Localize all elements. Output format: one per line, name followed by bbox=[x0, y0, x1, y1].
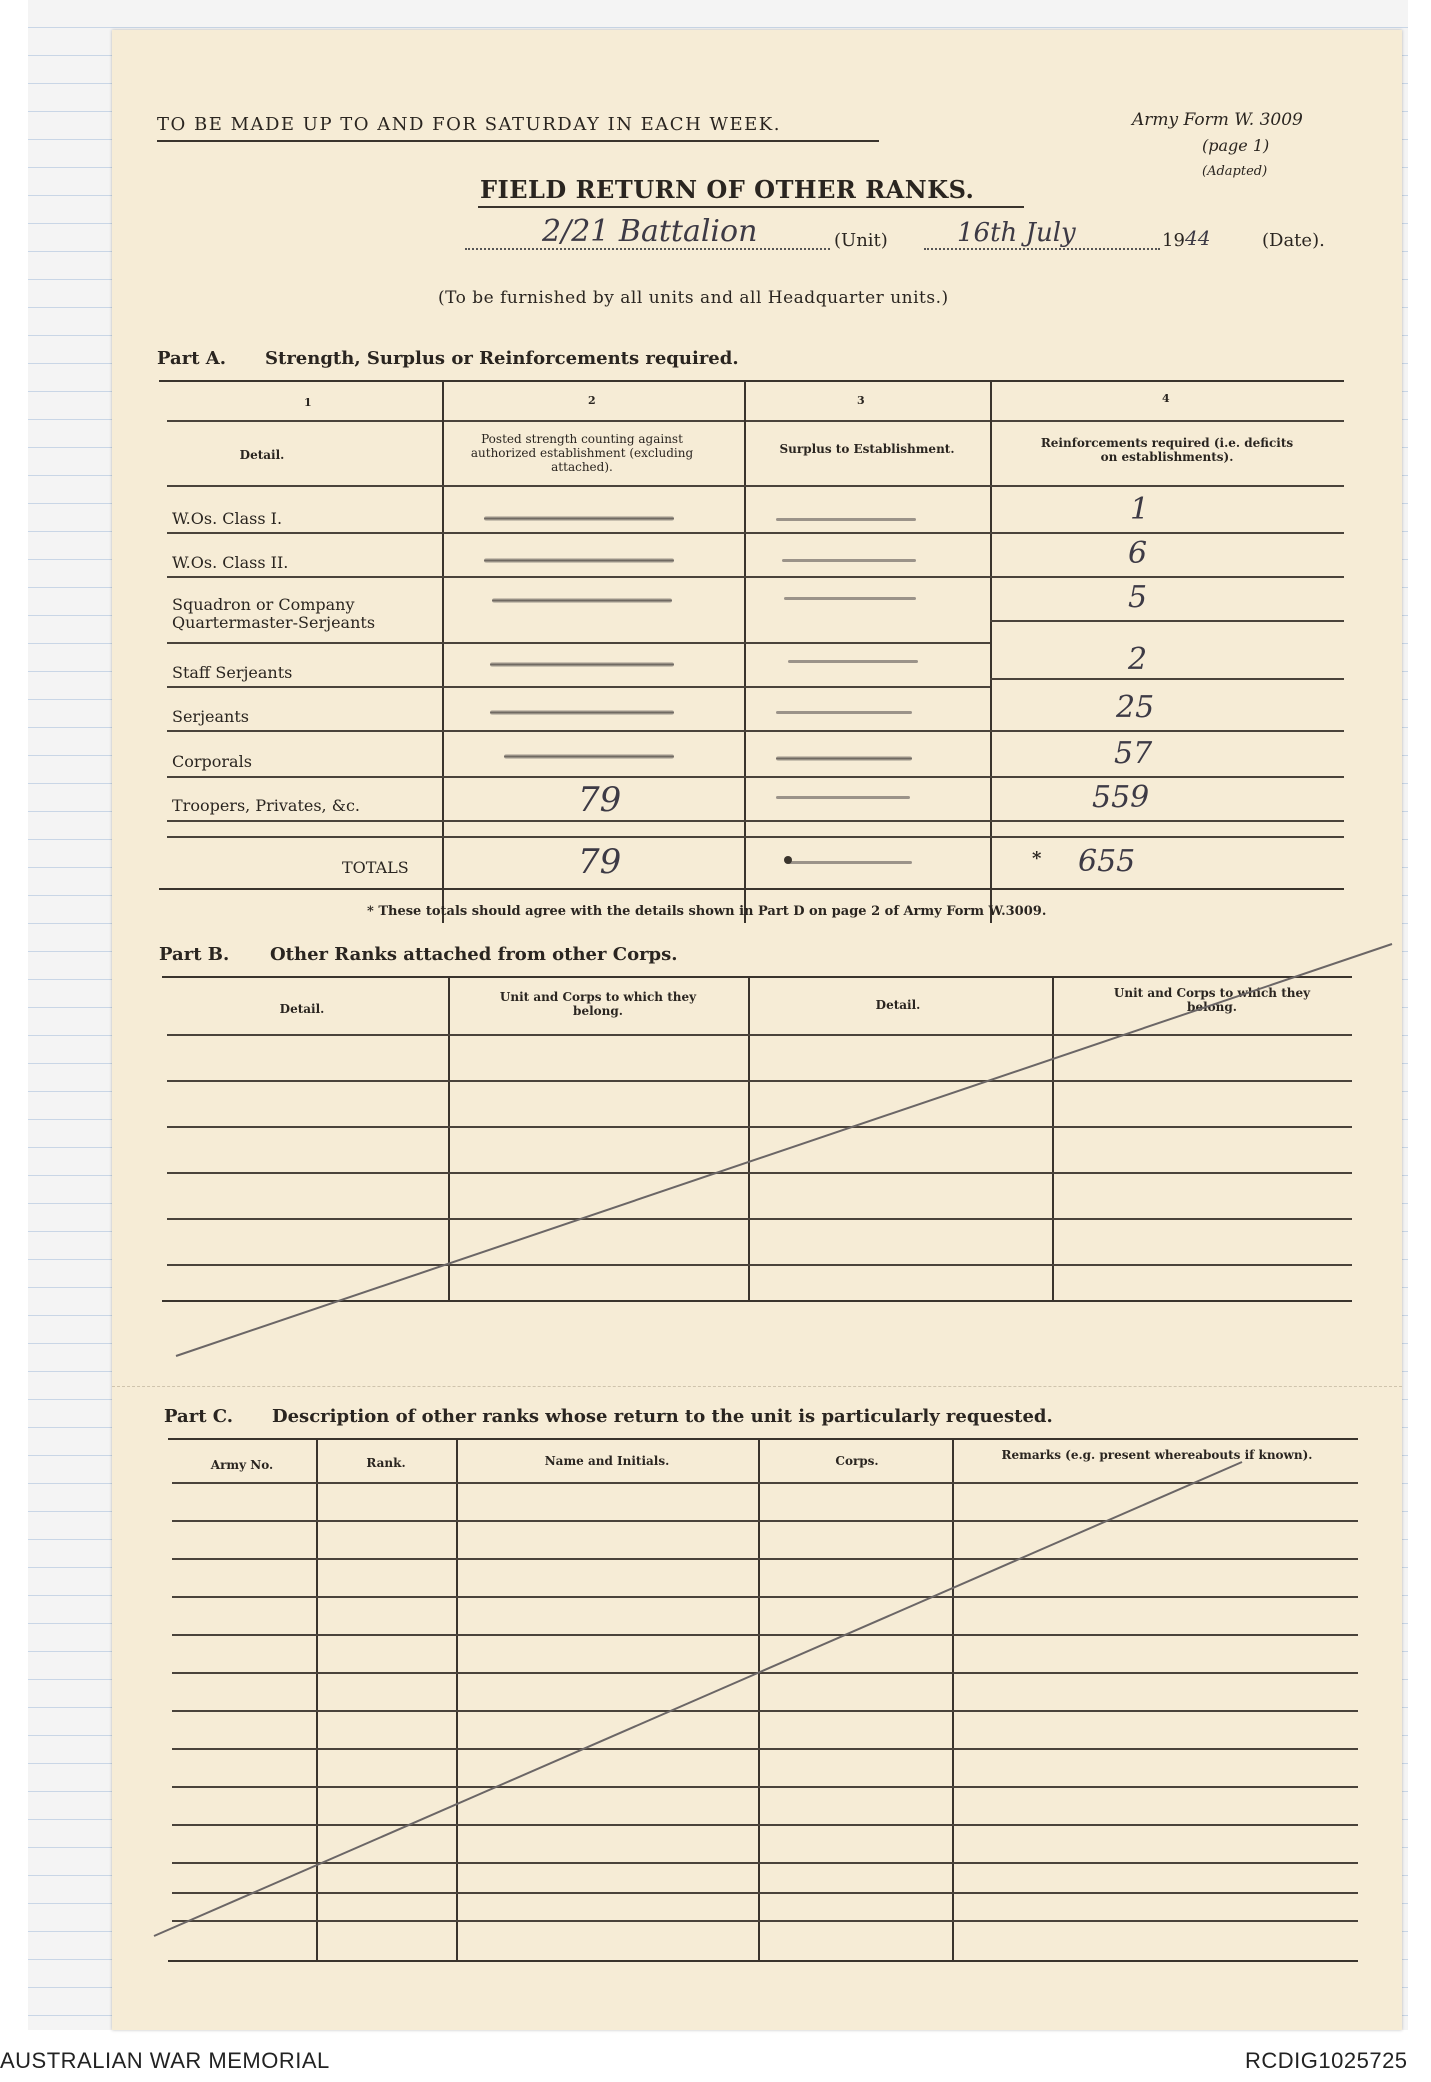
col-number-3: 3 bbox=[857, 394, 865, 407]
year-prefix: 19 bbox=[1162, 230, 1185, 251]
reinforcement-value: 5 bbox=[1128, 580, 1148, 615]
reinforcement-value: 57 bbox=[1114, 736, 1153, 771]
part-b-col-unit: Unit and Corps to which they belong. bbox=[499, 990, 697, 1018]
unit-handwritten: 2/21 Battalion bbox=[542, 214, 758, 249]
part-b-col-detail: Detail. bbox=[279, 1002, 325, 1016]
totals-reinforcements: 655 bbox=[1078, 844, 1136, 879]
furnished-note: (To be furnished by all units and all Headquarter units.) bbox=[438, 288, 949, 308]
unit-label: (Unit) bbox=[834, 230, 888, 251]
instruction-text: TO BE MADE UP TO AND FOR SATURDAY IN EACH WEEK. bbox=[157, 114, 781, 135]
reinforcement-value: 1 bbox=[1130, 492, 1150, 527]
row-detail: Troopers, Privates, &c. bbox=[172, 796, 361, 815]
year-handwritten: 44 bbox=[1185, 226, 1211, 250]
date-handwritten: 16th July bbox=[957, 218, 1076, 248]
footer-source: AUSTRALIAN WAR MEMORIAL bbox=[0, 2048, 330, 2073]
form-page: (page 1) bbox=[1202, 136, 1270, 155]
row-detail: W.Os. Class I. bbox=[172, 509, 283, 528]
part-b-col-unit-2: Unit and Corps to which they belong. bbox=[1113, 986, 1311, 1014]
reinforcement-value: 6 bbox=[1128, 536, 1148, 571]
row-detail: Corporals bbox=[172, 752, 252, 771]
col-number-4: 4 bbox=[1162, 392, 1170, 405]
part-a-title: Part A. bbox=[157, 348, 227, 369]
row-detail: Squadron or Company Quartermaster-Serjeants bbox=[172, 595, 376, 632]
col-number-1: 1 bbox=[304, 396, 312, 409]
col-header-surplus: Surplus to Establishment. bbox=[779, 442, 955, 456]
part-a-footnote: * These totals should agree with the details shown in Part D on page 2 of Army Form W.3009. bbox=[367, 904, 1047, 919]
part-a-subtitle: Strength, Surplus or Reinforcements required. bbox=[265, 348, 739, 369]
part-c-col-army-no: Army No. bbox=[210, 1458, 274, 1472]
row-detail: Staff Serjeants bbox=[172, 663, 293, 682]
col-header-reinforcements: Reinforcements required (i.e. deficits on establishments). bbox=[1040, 436, 1294, 464]
reinforcement-value: 2 bbox=[1128, 642, 1148, 677]
cancellation-strokes bbox=[112, 30, 1402, 2030]
part-c-col-name: Name and Initials. bbox=[544, 1454, 670, 1468]
form-title: FIELD RETURN OF OTHER RANKS. bbox=[480, 175, 975, 204]
part-c-col-rank: Rank. bbox=[366, 1456, 406, 1470]
part-b-col-detail-2: Detail. bbox=[875, 998, 921, 1012]
form-number: Army Form W. 3009 bbox=[1132, 110, 1303, 130]
part-b-cancel-stroke bbox=[176, 944, 1392, 1356]
reinforcement-value: 559 bbox=[1092, 780, 1150, 815]
part-c-col-remarks: Remarks (e.g. present whereabouts if known). bbox=[1001, 1448, 1313, 1462]
date-label: (Date). bbox=[1262, 230, 1325, 251]
reinforcement-value: 25 bbox=[1116, 690, 1155, 725]
col-header-detail: Detail. bbox=[239, 448, 285, 462]
row-detail: Serjeants bbox=[172, 707, 249, 726]
totals-label: TOTALS bbox=[342, 858, 409, 877]
part-c-title: Part C. bbox=[164, 1406, 234, 1427]
posted-value: 79 bbox=[578, 780, 622, 820]
col-header-posted: Posted strength counting against authorized establishment (excluding attached). bbox=[470, 432, 694, 474]
form-adapted: (Adapted) bbox=[1202, 164, 1268, 179]
col-number-2: 2 bbox=[588, 394, 596, 407]
totals-asterisk: * bbox=[1032, 848, 1042, 869]
row-detail: W.Os. Class II. bbox=[172, 553, 289, 572]
part-b-subtitle: Other Ranks attached from other Corps. bbox=[270, 944, 678, 965]
part-c-col-corps: Corps. bbox=[835, 1454, 879, 1468]
part-c-cancel-stroke bbox=[154, 1462, 1242, 1936]
totals-posted: 79 bbox=[578, 842, 622, 882]
footer-identifier: RCDIG1025725 bbox=[1245, 2048, 1408, 2073]
part-c-subtitle: Description of other ranks whose return to the unit is particularly requested. bbox=[272, 1406, 1053, 1427]
form-sheet bbox=[112, 30, 1402, 2030]
part-b-title: Part B. bbox=[159, 944, 230, 965]
